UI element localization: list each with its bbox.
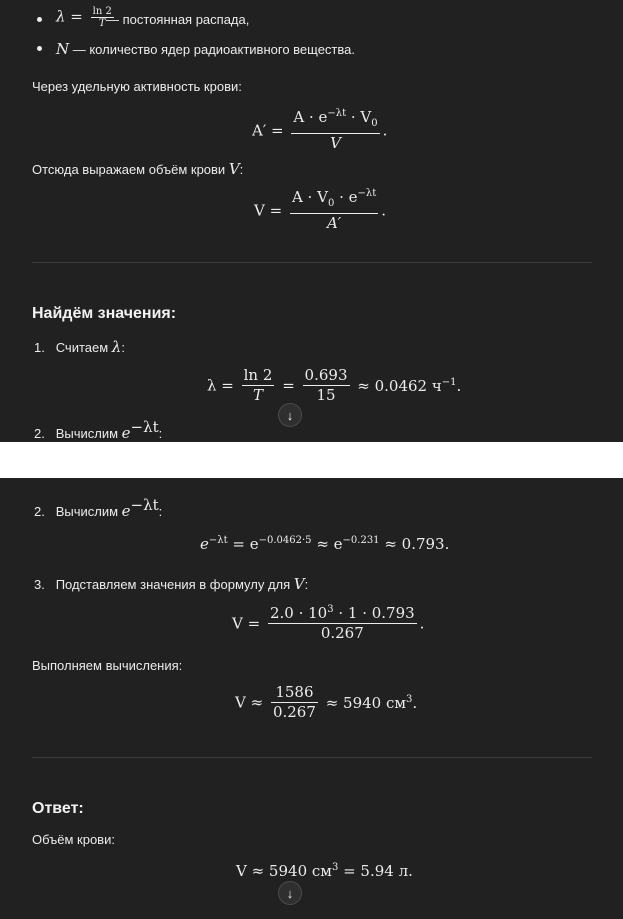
step-2-partial: 2. Вычислим $e^{-\lambda t}$:	[34, 418, 163, 442]
answer-intro: Объём крови:	[32, 832, 115, 847]
step-1: 1. Считаем λ:	[34, 338, 125, 356]
section-divider	[32, 757, 592, 758]
step-2: 2. Вычислим $e^{-\lambda t}$:	[34, 496, 163, 520]
bullet-lambda-text: — постоянная распада,	[106, 12, 250, 27]
bullet-n-definition: N — количество ядер радиоактивного вещества.	[56, 40, 355, 58]
chat-panel-top	[0, 0, 623, 442]
formula-calculation: V ≈ $\frac{1586}{0.267}$ ≈ 5940 $см^3$.	[235, 683, 418, 721]
screenshot-gap	[0, 442, 623, 478]
scroll-down-button[interactable]	[278, 881, 302, 905]
step-3: 3. Подставляем значения в формулу для V:	[34, 575, 309, 593]
arrow-down-icon: ↓	[286, 407, 294, 423]
formula-substitution: V = $\frac{2.0 \cdot 10^3 \cdot 1 \cdot 0.793}{0.267}$ .	[232, 604, 425, 642]
bullet-dot	[37, 17, 42, 22]
formula-lambda: λ = $\frac{\ln 2}{T}$ = $\frac{0.693}{15}$ ≈ 0.0462 $ч^{-1}$.	[207, 366, 462, 404]
bullet-dot	[37, 46, 42, 51]
formula-exponent: $e^{-\lambda t} = e^{-0.0462\cdot 5} \approx e^{-0.231} \approx 0.793$.	[200, 535, 450, 553]
activity-intro: Через удельную активность крови:	[32, 79, 242, 94]
volume-intro: Отсюда выражаем объём крови V:	[32, 160, 244, 178]
chat-panel-bottom	[0, 478, 623, 919]
compute-intro: Выполняем вычисления:	[32, 658, 183, 673]
answer-heading: Ответ:	[32, 800, 84, 817]
bullet-lambda-definition: λ = $\frac{\ln 2}{T}$	[56, 6, 112, 29]
arrow-down-icon: ↓	[286, 885, 294, 901]
formula-answer: V ≈ 5940 $см^3 = 5.94$ л.	[236, 862, 413, 880]
values-heading: Найдём значения:	[32, 305, 177, 322]
formula-volume: V = $\frac{A \cdot V_0 \cdot e^{-\lambda t}}{A'}$ .	[254, 188, 387, 232]
scroll-down-button[interactable]	[278, 403, 302, 427]
section-divider	[32, 262, 592, 263]
formula-specific-activity: A′ = $\frac{A \cdot e^{-\lambda t} \cdot V_0}{V}$ .	[252, 108, 388, 152]
